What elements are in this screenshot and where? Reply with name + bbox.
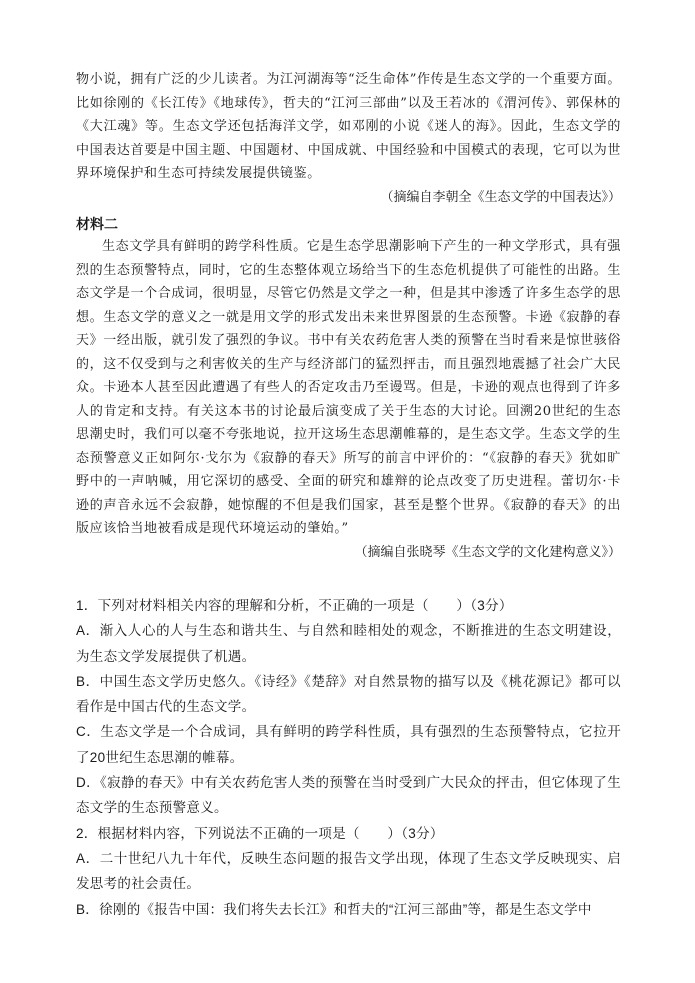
question-1-option-c: C．生态文学是一个合成词，具有鲜明的跨学科性质，具有强烈的生态预警特点，它拉开了20世纪生态思潮的帷幕。 xyxy=(76,724,621,765)
material-one-section xyxy=(76,68,621,208)
question-2-option-b: B．徐刚的《报告中国：我们将失去长江》和哲夫的“江河三部曲”等，都是生态文学中 xyxy=(76,901,592,917)
material-two-paragraph: 生态文学具有鲜明的跨学科性质。它是生态学思潮影响下产生的一种文学形式，具有强烈的生态预警特点，同时，它的生态整体观立场给当下的生态危机提供了可能性的出路。生态文学是一个合成词，很明显，尽管它仍然是文学之一种，但是其中渗透了许多生态学的思想。生态文学的意义之一就是用文学的形式发出未来世界图景的生态预警。卡逊《寂静的春天》一经出版，就引发了强烈的争议。书中有关农药危害人类的预警在当时看来是惊世骇俗的，这不仅受到与之利害攸关的生产与经济部门的猛烈抨击，而且强烈地震撼了社会广大民众。卡逊本人甚至因此遭遇了有些人的否定攻击乃至谩骂。但是，卡逊的观点也得到了许多人的肯定和支持。有关这本书的讨论最后演变成了关于生态的大讨论。回溯20世纪的生态思潮史时，我们可以毫不夸张地说，拉开这场生态思潮帷幕的，是生态文学。生态文学的生态预警意义正如阿尔·戈尔为《寂静的春天》所写的前言中评价的：“《寂静的春天》犹如旷野中的一声呐喊，用它深切的感受、全面的研究和雄辩的论点改变了历史进程。蕾切尔·卡逊的声音永远不会寂静，她惊醒的不但是我们国家，甚至是整个世界。《寂静的春天》的出版应该恰当地被看成是现代环境运动的肇始。” xyxy=(76,239,621,536)
question-2-option-a: A．二十世纪八九十年代，反映生态问题的报告文学出现，体现了生态文学反映现实、启发思考的社会责任。 xyxy=(76,850,621,892)
material-two-source: （摘编自张晓琴《生态文学的文化建构意义》） xyxy=(354,543,621,559)
questions-section xyxy=(76,593,621,922)
question-1-option-b: B．中国生态文学历史悠久。《诗经》《楚辞》对自然景物的描写以及《桃花源记》都可以看作是中国古代的生态文学。 xyxy=(76,673,621,715)
material-two-section xyxy=(76,213,621,563)
question-1-option-d: D．《寂静的春天》中有关农药危害人类的预警在当时受到广大民众的抨击，但它体现了生态文学的生态预警意义。 xyxy=(76,775,621,816)
material-two-heading: 材料二 xyxy=(76,216,118,232)
question-2-stem: 2．根据材料内容，下列说法不正确的一项是（ ）（3分） xyxy=(76,825,444,841)
question-1-option-a: A．渐入人心的人与生态和谐共生、与自然和睦相处的观念，不断推进的生态文明建设，为生态文学发展提供了机遇。 xyxy=(76,623,621,664)
question-1-stem: 1．下列对材料相关内容的理解和分析，不正确的一项是（ ）（3分） xyxy=(76,598,513,613)
material-one-paragraph: 物小说，拥有广泛的少儿读者。为江河湖海等“泛生命体”作传是生态文学的一个重要方面。比如徐刚的《长江传》《地球传》，哲夫的“江河三部曲”以及王若冰的《渭河传》、郭保林的《大江魂》等。生态文学还包括海洋文学，如邓刚的小说《迷人的海》。因此，生态文学的中国表达首要是中国主题、中国题材、中国成就、中国经验和中国模式的表现，它可以为世界环境保护和生态可持续发展提供镜鉴。 xyxy=(76,72,621,181)
material-one-source: （摘编自李朝全《生态文学的中国表达》） xyxy=(380,188,621,204)
